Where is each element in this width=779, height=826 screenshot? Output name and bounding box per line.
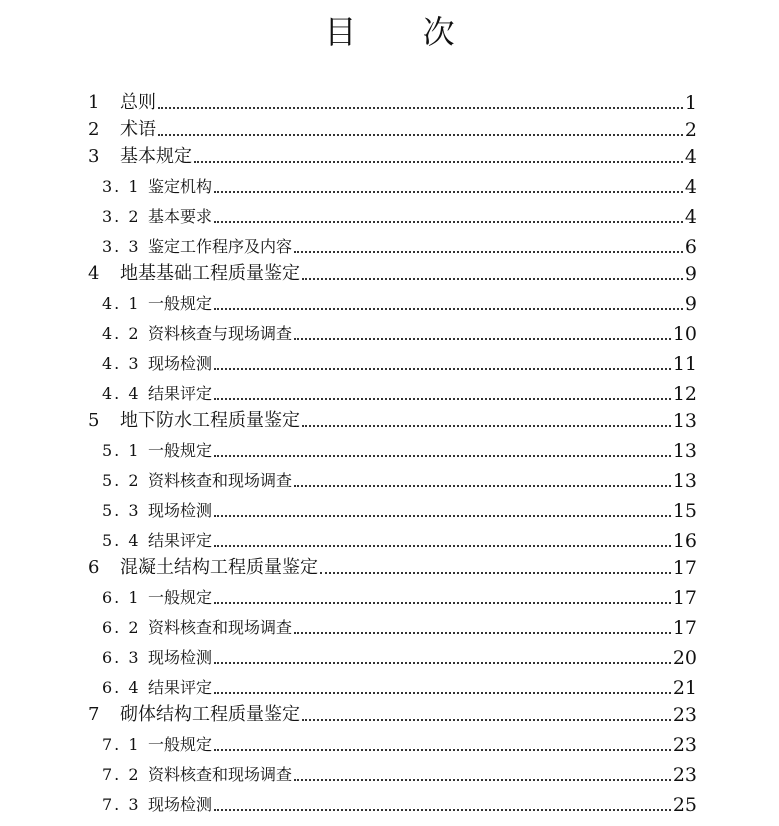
- toc-entry-page: 15: [672, 500, 697, 522]
- toc-entry-label: 现场检测: [148, 648, 213, 667]
- toc-entry-number: 3: [88, 146, 100, 167]
- toc-leader-dots: [294, 632, 671, 634]
- toc-entry[interactable]: [0, 696, 779, 726]
- toc-entry-label: 基本要求: [148, 207, 213, 226]
- toc-entry-number: 7: [88, 704, 100, 725]
- toc-entry[interactable]: [0, 522, 779, 552]
- toc-leader-dots: [214, 692, 671, 694]
- toc-entry-label: 地基基础工程质量鉴定: [120, 263, 300, 284]
- toc-entry-number: 3. 2: [102, 207, 141, 226]
- toc-entry-number: 6. 1: [102, 588, 141, 607]
- toc-leader-dots: [302, 425, 671, 427]
- toc-entry-label: 混凝土结构工程质量鉴定: [120, 557, 318, 578]
- toc-entry-page: 21: [672, 677, 697, 699]
- toc-entry-label: 总则: [120, 92, 156, 113]
- toc-leader-dots: [158, 134, 683, 136]
- toc-entry[interactable]: [0, 549, 779, 579]
- toc-entry-label: 资料核查和现场调查: [148, 618, 293, 637]
- toc-entry-label: 结果评定: [148, 678, 213, 697]
- toc-entry-page: 17: [672, 587, 697, 609]
- toc-entry[interactable]: [0, 84, 779, 114]
- toc-entry-number: 1: [88, 92, 100, 113]
- toc-entry-label: 一般规定: [148, 441, 213, 460]
- toc-entry-label: 一般规定: [148, 735, 213, 754]
- toc-leader-dots: [294, 338, 671, 340]
- toc-entry-page: 1: [684, 92, 697, 114]
- toc-entry-label: 资料核查和现场调查: [148, 765, 293, 784]
- toc-entry-page: 23: [672, 764, 697, 786]
- toc-entry-label: 一般规定: [148, 294, 213, 313]
- toc-entry-label: 结果评定: [148, 384, 213, 403]
- toc-entry-label: 基本规定: [120, 146, 192, 167]
- toc-entry[interactable]: [0, 168, 779, 198]
- toc-leader-dots: [214, 662, 671, 664]
- toc-entry[interactable]: [0, 756, 779, 786]
- toc-entry-page: 13: [672, 470, 697, 492]
- toc-entry-page: 6: [684, 236, 697, 258]
- toc-entry-page: 9: [684, 263, 697, 285]
- toc-entry[interactable]: [0, 609, 779, 639]
- toc-entry-number: 4. 1: [102, 294, 141, 313]
- toc-entry-page: 13: [672, 410, 697, 432]
- toc-entry-number: 6. 4: [102, 678, 141, 697]
- toc-title: 目 次: [324, 13, 483, 51]
- toc-leader-dots: [214, 455, 671, 457]
- toc-entry-number: 5. 3: [102, 501, 141, 520]
- toc-leader-dots: [214, 191, 683, 193]
- toc-entry-label: 现场检测: [148, 354, 213, 373]
- toc-entry-label: 术语: [120, 119, 156, 140]
- toc-entry-page: 23: [672, 704, 697, 726]
- toc-leader-dots: [294, 251, 683, 253]
- toc-entry[interactable]: [0, 639, 779, 669]
- toc-leader-dots: [194, 161, 683, 163]
- toc-entry-number: 4. 4: [102, 384, 141, 403]
- toc-entry-number: 7. 1: [102, 735, 141, 754]
- toc-entry-page: 17: [672, 557, 697, 579]
- toc-leader-dots: [214, 602, 671, 604]
- toc-leader-dots: [302, 719, 671, 721]
- toc-entry[interactable]: [0, 492, 779, 522]
- toc-entry-page: 9: [684, 293, 697, 315]
- toc-entry[interactable]: [0, 669, 779, 699]
- toc-entry-page: 2: [684, 119, 697, 141]
- toc-entry-number: 3. 3: [102, 237, 141, 256]
- toc-entry[interactable]: [0, 111, 779, 141]
- toc-entry-page: 23: [672, 734, 697, 756]
- toc-entry-number: 2: [88, 119, 100, 140]
- toc-leader-dots: [294, 779, 671, 781]
- toc-entry[interactable]: [0, 315, 779, 345]
- toc-leader-dots: [214, 398, 671, 400]
- toc-entry-number: 5. 4: [102, 531, 141, 550]
- toc-entry-page: 4: [684, 176, 697, 198]
- toc-entry-number: 6. 2: [102, 618, 141, 637]
- toc-leader-dots: [158, 107, 683, 109]
- toc-entry-number: 5. 2: [102, 471, 141, 490]
- toc-leader-dots: [302, 278, 683, 280]
- toc-entry[interactable]: [0, 786, 779, 816]
- toc-entry[interactable]: [0, 375, 779, 405]
- toc-entry-number: 5: [88, 410, 100, 431]
- toc-entry-label: 地下防水工程质量鉴定: [120, 410, 300, 431]
- toc-entry[interactable]: [0, 462, 779, 492]
- toc-entry-label: 鉴定工作程序及内容: [148, 237, 293, 256]
- toc-entry[interactable]: [0, 285, 779, 315]
- toc-entry-page: 12: [672, 383, 697, 405]
- toc-leader-dots: [214, 368, 671, 370]
- toc-leader-dots: [214, 221, 683, 223]
- toc-entry-label: 砌体结构工程质量鉴定: [120, 704, 300, 725]
- toc-entry[interactable]: [0, 402, 779, 432]
- toc-entry[interactable]: [0, 726, 779, 756]
- toc-entry-label: 一般规定: [148, 588, 213, 607]
- toc-entry-number: 6. 3: [102, 648, 141, 667]
- toc-entry-label: 现场检测: [148, 795, 213, 814]
- toc-entry[interactable]: [0, 198, 779, 228]
- toc-entry[interactable]: [0, 579, 779, 609]
- toc-entry-page: 25: [672, 794, 697, 816]
- toc-entry[interactable]: [0, 228, 779, 258]
- toc-entry-page: 10: [672, 323, 697, 345]
- toc-entry-page: 4: [684, 206, 697, 228]
- toc-leader-dots: [214, 515, 671, 517]
- toc-entry[interactable]: [0, 345, 779, 375]
- toc-leader-dots: [214, 545, 671, 547]
- toc-entry-number: 4: [88, 263, 100, 284]
- toc-entry-number: 4. 2: [102, 324, 141, 343]
- toc-entry-number: 4. 3: [102, 354, 141, 373]
- toc-entry-number: 5. 1: [102, 441, 141, 460]
- toc-entry[interactable]: [0, 138, 779, 168]
- toc-entry-page: 11: [672, 353, 697, 375]
- toc-entry[interactable]: [0, 255, 779, 285]
- toc-entry-label: 现场检测: [148, 501, 213, 520]
- toc-entry-label: 结果评定: [148, 531, 213, 550]
- toc-entry-number: 7. 3: [102, 795, 141, 814]
- toc-entry-number: 7. 2: [102, 765, 141, 784]
- toc-entry-number: 6: [88, 557, 100, 578]
- toc-entry-label: 资料核查与现场调查: [148, 324, 293, 343]
- toc-entry-number: 3. 1: [102, 177, 141, 196]
- toc-leader-dots: [320, 572, 671, 574]
- toc-entry[interactable]: [0, 432, 779, 462]
- toc-leader-dots: [214, 749, 671, 751]
- toc-entry-label: 鉴定机构: [148, 177, 213, 196]
- toc-leader-dots: [214, 809, 671, 811]
- toc-entry-page: 20: [672, 647, 697, 669]
- toc-entry-label: 资料核查和现场调查: [148, 471, 293, 490]
- toc-entry-page: 16: [672, 530, 697, 552]
- toc-entry-page: 4: [684, 146, 697, 168]
- toc-entry-page: 13: [672, 440, 697, 462]
- toc-leader-dots: [294, 485, 671, 487]
- toc-entry-page: 17: [672, 617, 697, 639]
- toc-leader-dots: [214, 308, 683, 310]
